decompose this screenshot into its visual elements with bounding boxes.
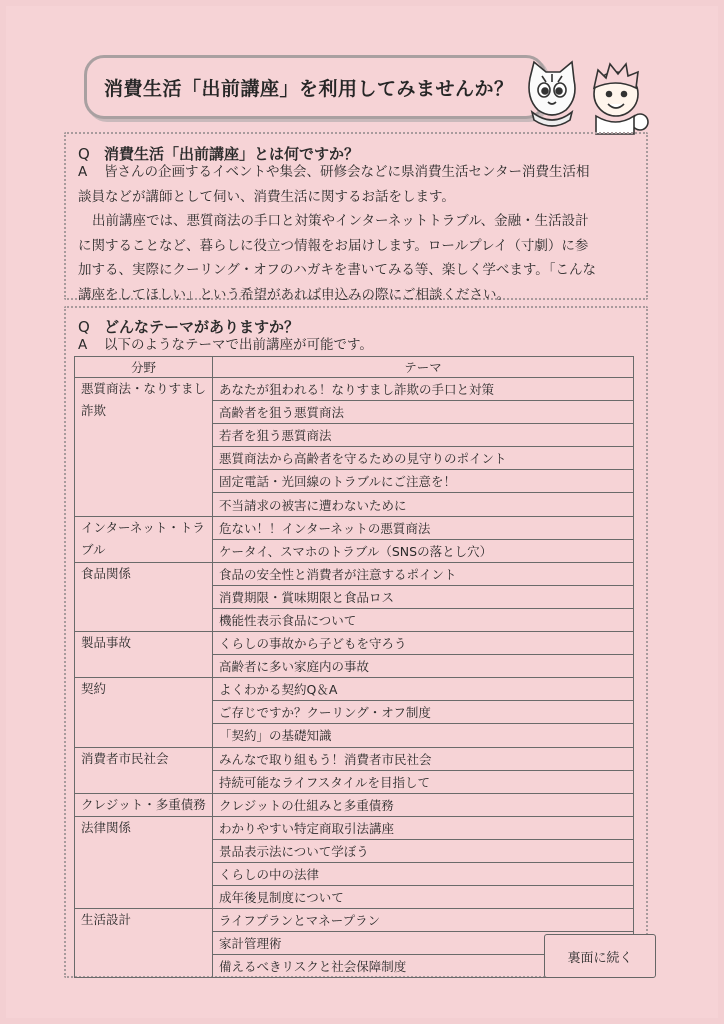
theme-cell: 家計管理術 [213, 932, 634, 955]
category-cell: 悪質商法・なりすまし詐欺 [75, 378, 213, 517]
mascot-illustration [524, 58, 650, 136]
theme-cell: 機能性表示食品について [213, 608, 634, 631]
category-cell: 契約 [75, 678, 213, 747]
theme-cell: よくわかる契約Q＆A [213, 678, 634, 701]
table-header-row [75, 357, 634, 378]
table-row [75, 909, 634, 932]
theme-cell: 若者を狙う悪質商法 [213, 424, 634, 447]
theme-cell: 景品表示法について学ぼう [213, 839, 634, 862]
theme-cell: 高齢者に多い家庭内の事故 [213, 655, 634, 678]
answer-1-line: 講座をしてほしい」という希望があれば申込みの際にご相談ください。 [78, 286, 510, 303]
theme-cell: 食品の安全性と消費者が注意するポイント [213, 562, 634, 585]
theme-cell: 高齢者を狙う悪質商法 [213, 401, 634, 424]
a-mark: A [78, 164, 88, 180]
themes-table [74, 356, 634, 978]
table-row [75, 378, 634, 401]
answer-1-line: 談員などが講師として伺い、消費生活に関するお話をします。 [78, 188, 455, 205]
theme-cell: 危ない！！インターネットの悪質商法 [213, 516, 634, 539]
answer-1-line: に関することなど、暮らしに役立つ情報をお届けします。ロールプレイ（寸劇）に参 [78, 237, 589, 254]
category-cell: クレジット・多重債務 [75, 793, 213, 816]
theme-cell: 備えるべきリスクと社会保障制度 [213, 955, 634, 978]
theme-cell: ライフプランとマネープラン [213, 909, 634, 932]
theme-cell: わかりやすい特定商取引法講座 [213, 816, 634, 839]
theme-cell: クレジットの仕組みと多重債務 [213, 793, 634, 816]
answer-1-line: 皆さんの企画するイベントや集会、研修会などに県消費生活センター消費生活相 [104, 164, 590, 180]
answer-1 [78, 160, 596, 307]
theme-cell: 成年後見制度について [213, 886, 634, 909]
theme-cell: 消費期限・賞味期限と食品ロス [213, 585, 634, 608]
category-cell: 法律関係 [75, 816, 213, 908]
table-row [75, 678, 634, 701]
theme-cell: ケータイ、スマホのトラブル（SNSの落とし穴） [213, 539, 634, 562]
theme-cell: 持続可能なライフスタイルを目指して [213, 770, 634, 793]
table-body [75, 378, 634, 978]
cat-mascot-icon [529, 62, 575, 126]
continue-on-back-label: 裏面に続く [544, 934, 656, 978]
answer-1-line: 出前講座では、悪質商法の手口と対策やインターネットトラブル、金融・生活設計 [92, 213, 589, 229]
theme-cell: 悪質商法から高齢者を守るための見守りのポイント [213, 447, 634, 470]
header-theme: テーマ [213, 357, 634, 378]
table-row [75, 562, 634, 585]
table-row [75, 793, 634, 816]
answer-2-text: 以下のようなテーマで出前講座が可能です。 [104, 337, 373, 353]
answer-2 [78, 333, 373, 358]
theme-cell: 固定電話・光回線のトラブルにご注意を！ [213, 470, 634, 493]
category-cell: 製品事故 [75, 632, 213, 678]
boy-mascot-icon [594, 64, 648, 134]
page-title: 消費生活「出前講座」を利用してみませんか？ [104, 78, 514, 100]
question-1-text: 消費生活「出前講座」とは何ですか？ [104, 145, 360, 163]
category-cell: 食品関係 [75, 562, 213, 631]
theme-cell: あなたが狙われる！なりすまし詐欺の手口と対策 [213, 378, 634, 401]
q-mark: Q [78, 318, 90, 336]
answer-1-line: 加する、実際にクーリング・オフのハガキを書いてみる等、楽しく学べます。「こんな [78, 262, 596, 278]
theme-cell: みんなで取り組もう！消費者市民社会 [213, 747, 634, 770]
theme-cell: くらしの中の法律 [213, 862, 634, 885]
theme-cell: 不当請求の被害に遭わないために [213, 493, 634, 516]
theme-cell: くらしの事故から子どもを守ろう [213, 632, 634, 655]
category-cell: 生活設計 [75, 909, 213, 978]
category-cell: インターネット・トラブル [75, 516, 213, 562]
header-field: 分野 [75, 357, 213, 378]
category-cell: 消費者市民社会 [75, 747, 213, 793]
table-row [75, 516, 634, 539]
question-2-text: どんなテーマがありますか？ [104, 318, 300, 336]
theme-cell: 「契約」の基礎知識 [213, 724, 634, 747]
table-row [75, 747, 634, 770]
q-mark: Q [78, 145, 90, 163]
a-mark: A [78, 337, 88, 353]
table-row [75, 632, 634, 655]
table-row [75, 816, 634, 839]
theme-cell: ご存じですか？クーリング・オフ制度 [213, 701, 634, 724]
